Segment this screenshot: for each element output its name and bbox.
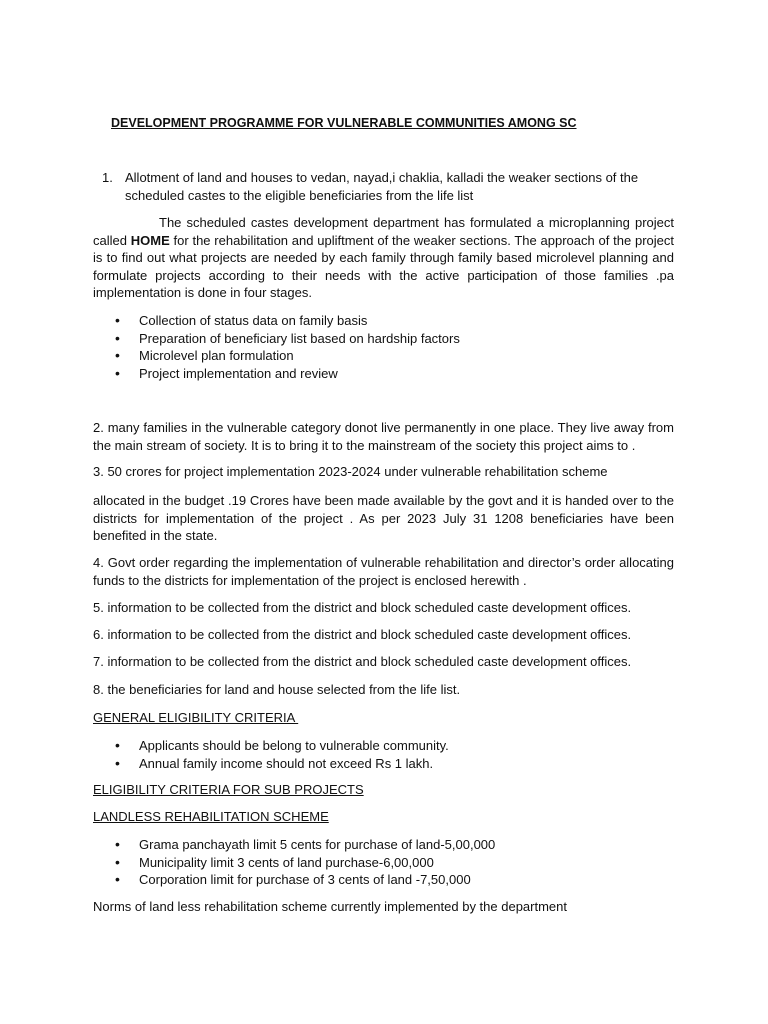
- intro-text-before: The scheduled castes development department has formulated a microplanning project called: [93, 215, 674, 248]
- home-project-name: HOME: [130, 232, 170, 248]
- intro-text-after: for the rehabilitation and upliftment of the weaker sections. The approach of the project is to find out what projects are needed by each family through family based microlevel planning and formulate projects according to their needs with the active participation of those families .pa implementation is done in four stages.: [93, 232, 675, 301]
- item-text: Allotment of land and houses to vedan, nayad,i chaklia, kalladi the weaker sections of the scheduled castes to the eligible beneficiaries from the life list: [125, 170, 639, 203]
- landless-scheme-heading: LANDLESS REHABILITATION SCHEME: [93, 809, 329, 824]
- norms-line: Norms of land less rehabilitation scheme currently implemented by the department: [93, 899, 568, 914]
- point-2: 2. many families in the vulnerable category donot live permanently in one place. They live away from the main stream of society. It is to bring it to the mainstream of the society this project aims to .: [93, 420, 674, 453]
- list-item: • Collection of status data on family basis: [93, 312, 460, 330]
- point-3-continued: allocated in the budget .19 Crores have been made available by the govt and it is handed over to the districts for implementation of the project . As per 2023 July 31 1208 beneficiaries have been benefited in the state.: [93, 493, 674, 544]
- list-item: • Annual family income should not exceed Rs 1 lakh.: [93, 755, 449, 773]
- list-item: • Applicants should be belong to vulnerable community.: [93, 737, 449, 755]
- document-title: DEVELOPMENT PROGRAMME FOR VULNERABLE COMMUNITIES AMONG SC: [111, 116, 577, 130]
- list-item: • Project implementation and review: [93, 365, 460, 383]
- list-item: • Microlevel plan formulation: [93, 347, 460, 365]
- sub-projects-heading: ELIGIBILITY CRITERIA FOR SUB PROJECTS: [93, 782, 364, 797]
- point-7: 7. information to be collected from the district and block scheduled caste development offices.: [93, 654, 632, 669]
- list-item: • Municipality limit 3 cents of land purchase-6,00,000: [93, 854, 495, 872]
- point-8: 8. the beneficiaries for land and house selected from the life list.: [93, 682, 461, 697]
- landless-limits-list: [93, 836, 495, 889]
- list-item: • Preparation of beneficiary list based on hardship factors: [93, 330, 460, 348]
- point-3: 3. 50 crores for project implementation 2023-2024 under vulnerable rehabilitation scheme: [93, 464, 608, 479]
- general-eligibility-heading: GENERAL ELIGIBILITY CRITERIA: [93, 710, 299, 725]
- general-eligibility-list: [93, 737, 449, 772]
- stages-list: [93, 312, 460, 382]
- point-6: 6. information to be collected from the district and block scheduled caste development offices.: [93, 627, 632, 642]
- point-4: 4. Govt order regarding the implementation of vulnerable rehabilitation and director’s order allocating funds to the districts for implementation of the project is enclosed herewith .: [93, 555, 674, 588]
- item-number: 1.: [102, 170, 113, 185]
- list-item: • Corporation limit for purchase of 3 cents of land -7,50,000: [93, 871, 495, 889]
- list-item: • Grama panchayath limit 5 cents for purchase of land-5,00,000: [93, 836, 495, 854]
- numbered-item-1: [93, 169, 653, 205]
- intro-paragraph: [93, 214, 674, 302]
- point-5: 5. information to be collected from the district and block scheduled caste development offices.: [93, 600, 632, 615]
